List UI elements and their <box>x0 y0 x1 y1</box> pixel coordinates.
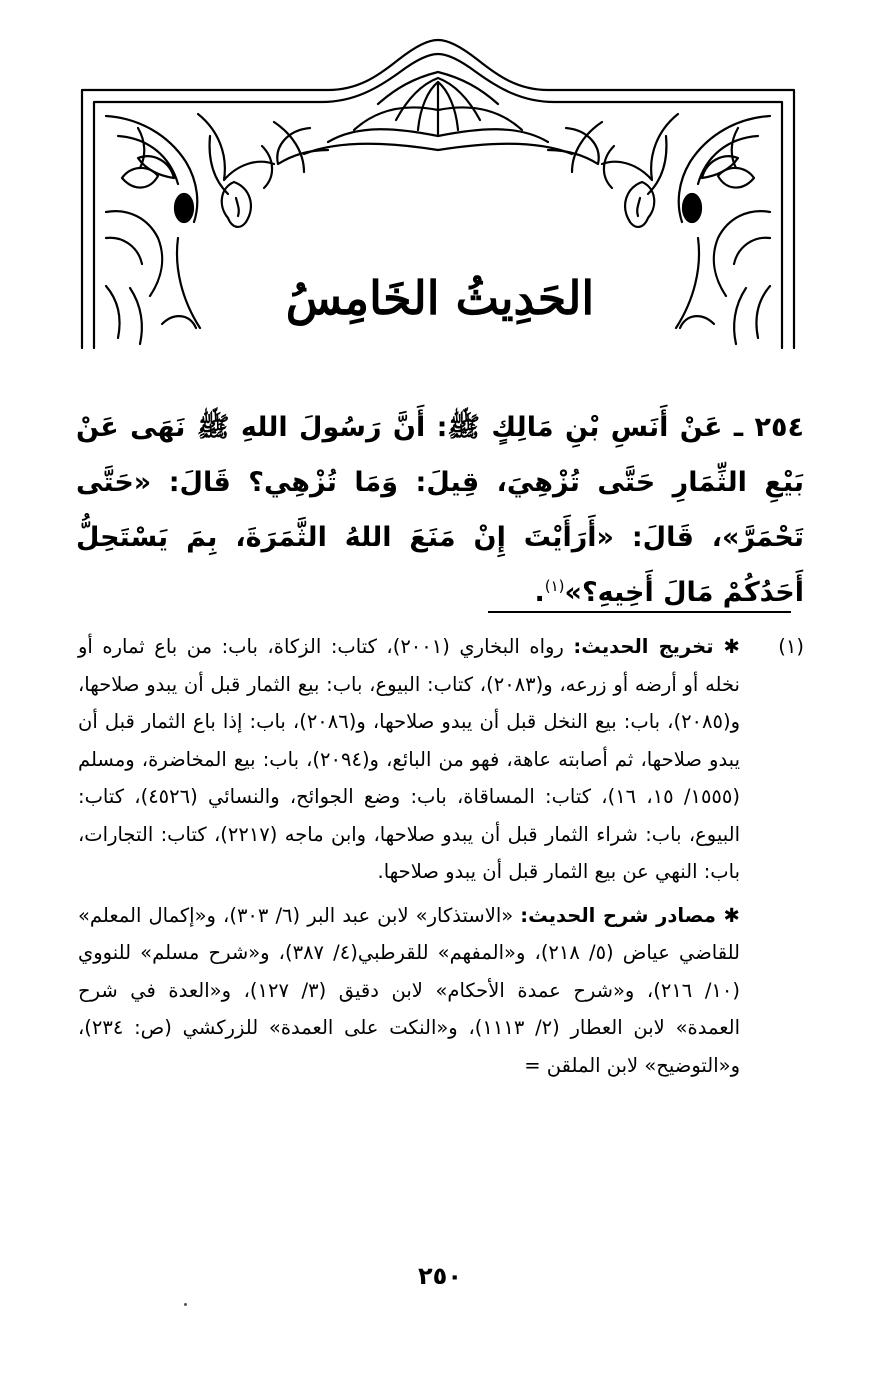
footnote-separator <box>488 611 791 613</box>
takhrij-label: ✱ تخريج الحديث: <box>573 635 740 658</box>
takhrij-text: رواه البخاري (٢٠٠١)، كتاب: الزكاة، باب: من باع ثماره أو نخله أو أرضه أو زرعه، و(٢٠٨٣)، كتاب: البيوع، باب: بيع الثمار قبل أن يبدو صلاحها، و(٢٠٨٥)، باب: بيع النخل قبل أن يبدو صلاحها، و(٢٠٨٦)، باب: إذا باع الثمار قبل أن يبدو صلاحها، ثم أصابته عاهة، فهو من البائع، و(٢٠٩٤)، باب: بيع المخاضرة، ومسلم (١٥٥٥/ ١٥، ١٦)، كتاب: المساقاة، باب: وضع الجوائح، والنسائي (٤٥٢٦)، كتاب: البيوع، باب: شراء الثمار قبل أن يبدو صلاحها، وابن ماجه (٢٢١٧)، كتاب: التجارات، باب: النهي عن بيع الثمار قبل أن يبدو صلاحها. <box>78 635 741 883</box>
page-number: ٢٥٠ <box>418 1262 462 1290</box>
footnotes <box>78 628 804 1084</box>
hadith-end-mark: . <box>534 577 545 608</box>
hadith-body: ٢٥٤ ـ عَنْ أَنَسِ بْنِ مَالِكٍ ﷺ: أَنَّ رَسُولَ اللهِ ﷺ نَهَى عَنْ بَيْعِ الثِّمَارِ حَتَّى تُزْهِيَ، قِيلَ: وَمَا تُزْهِي؟ قَالَ: «حَتَّى تَحْمَرَّ»، قَالَ: «أَرَأَيْتَ إِنْ مَنَعَ اللهُ الثَّمَرَةَ، بِمَ يَسْتَحِلُّ أَحَدُكُمْ مَالَ أَخِيهِ؟» <box>76 412 804 608</box>
takhrij-paragraph <box>78 628 740 891</box>
sources-paragraph <box>78 897 740 1085</box>
chapter-title: الحَدِيثُ الخَامِسُ <box>285 271 595 325</box>
sources-label: ✱ مصادر شرح الحديث: <box>520 903 740 927</box>
footnote-1 <box>78 628 804 1084</box>
footnote-body <box>78 628 740 1084</box>
print-speck <box>184 1303 187 1306</box>
footnote-number: (١) <box>778 635 804 658</box>
footnote-reference: (١) <box>544 577 565 595</box>
hadith-text <box>76 400 804 620</box>
sources-text: «الاستذكار» لابن عبد البر (٦/ ٣٠٣)، و«إكمال المعلم» للقاضي عياض (٥/ ٢١٨)، و«المفهم» للقرطبي(٤/ ٣٨٧)، و«شرح مسلم» للنووي (١٠/ ٢١٦)، و«شرح عمدة الأحكام» لابن دقيق (٣/ ١٢٧)، و«العدة في شرح العمدة» لابن العطار (٢/ ١١١٣)، و«النكت على العمدة» للزركشي (ص: ٢٣٤)، و«التوضيح» لابن الملقن = <box>78 903 740 1077</box>
